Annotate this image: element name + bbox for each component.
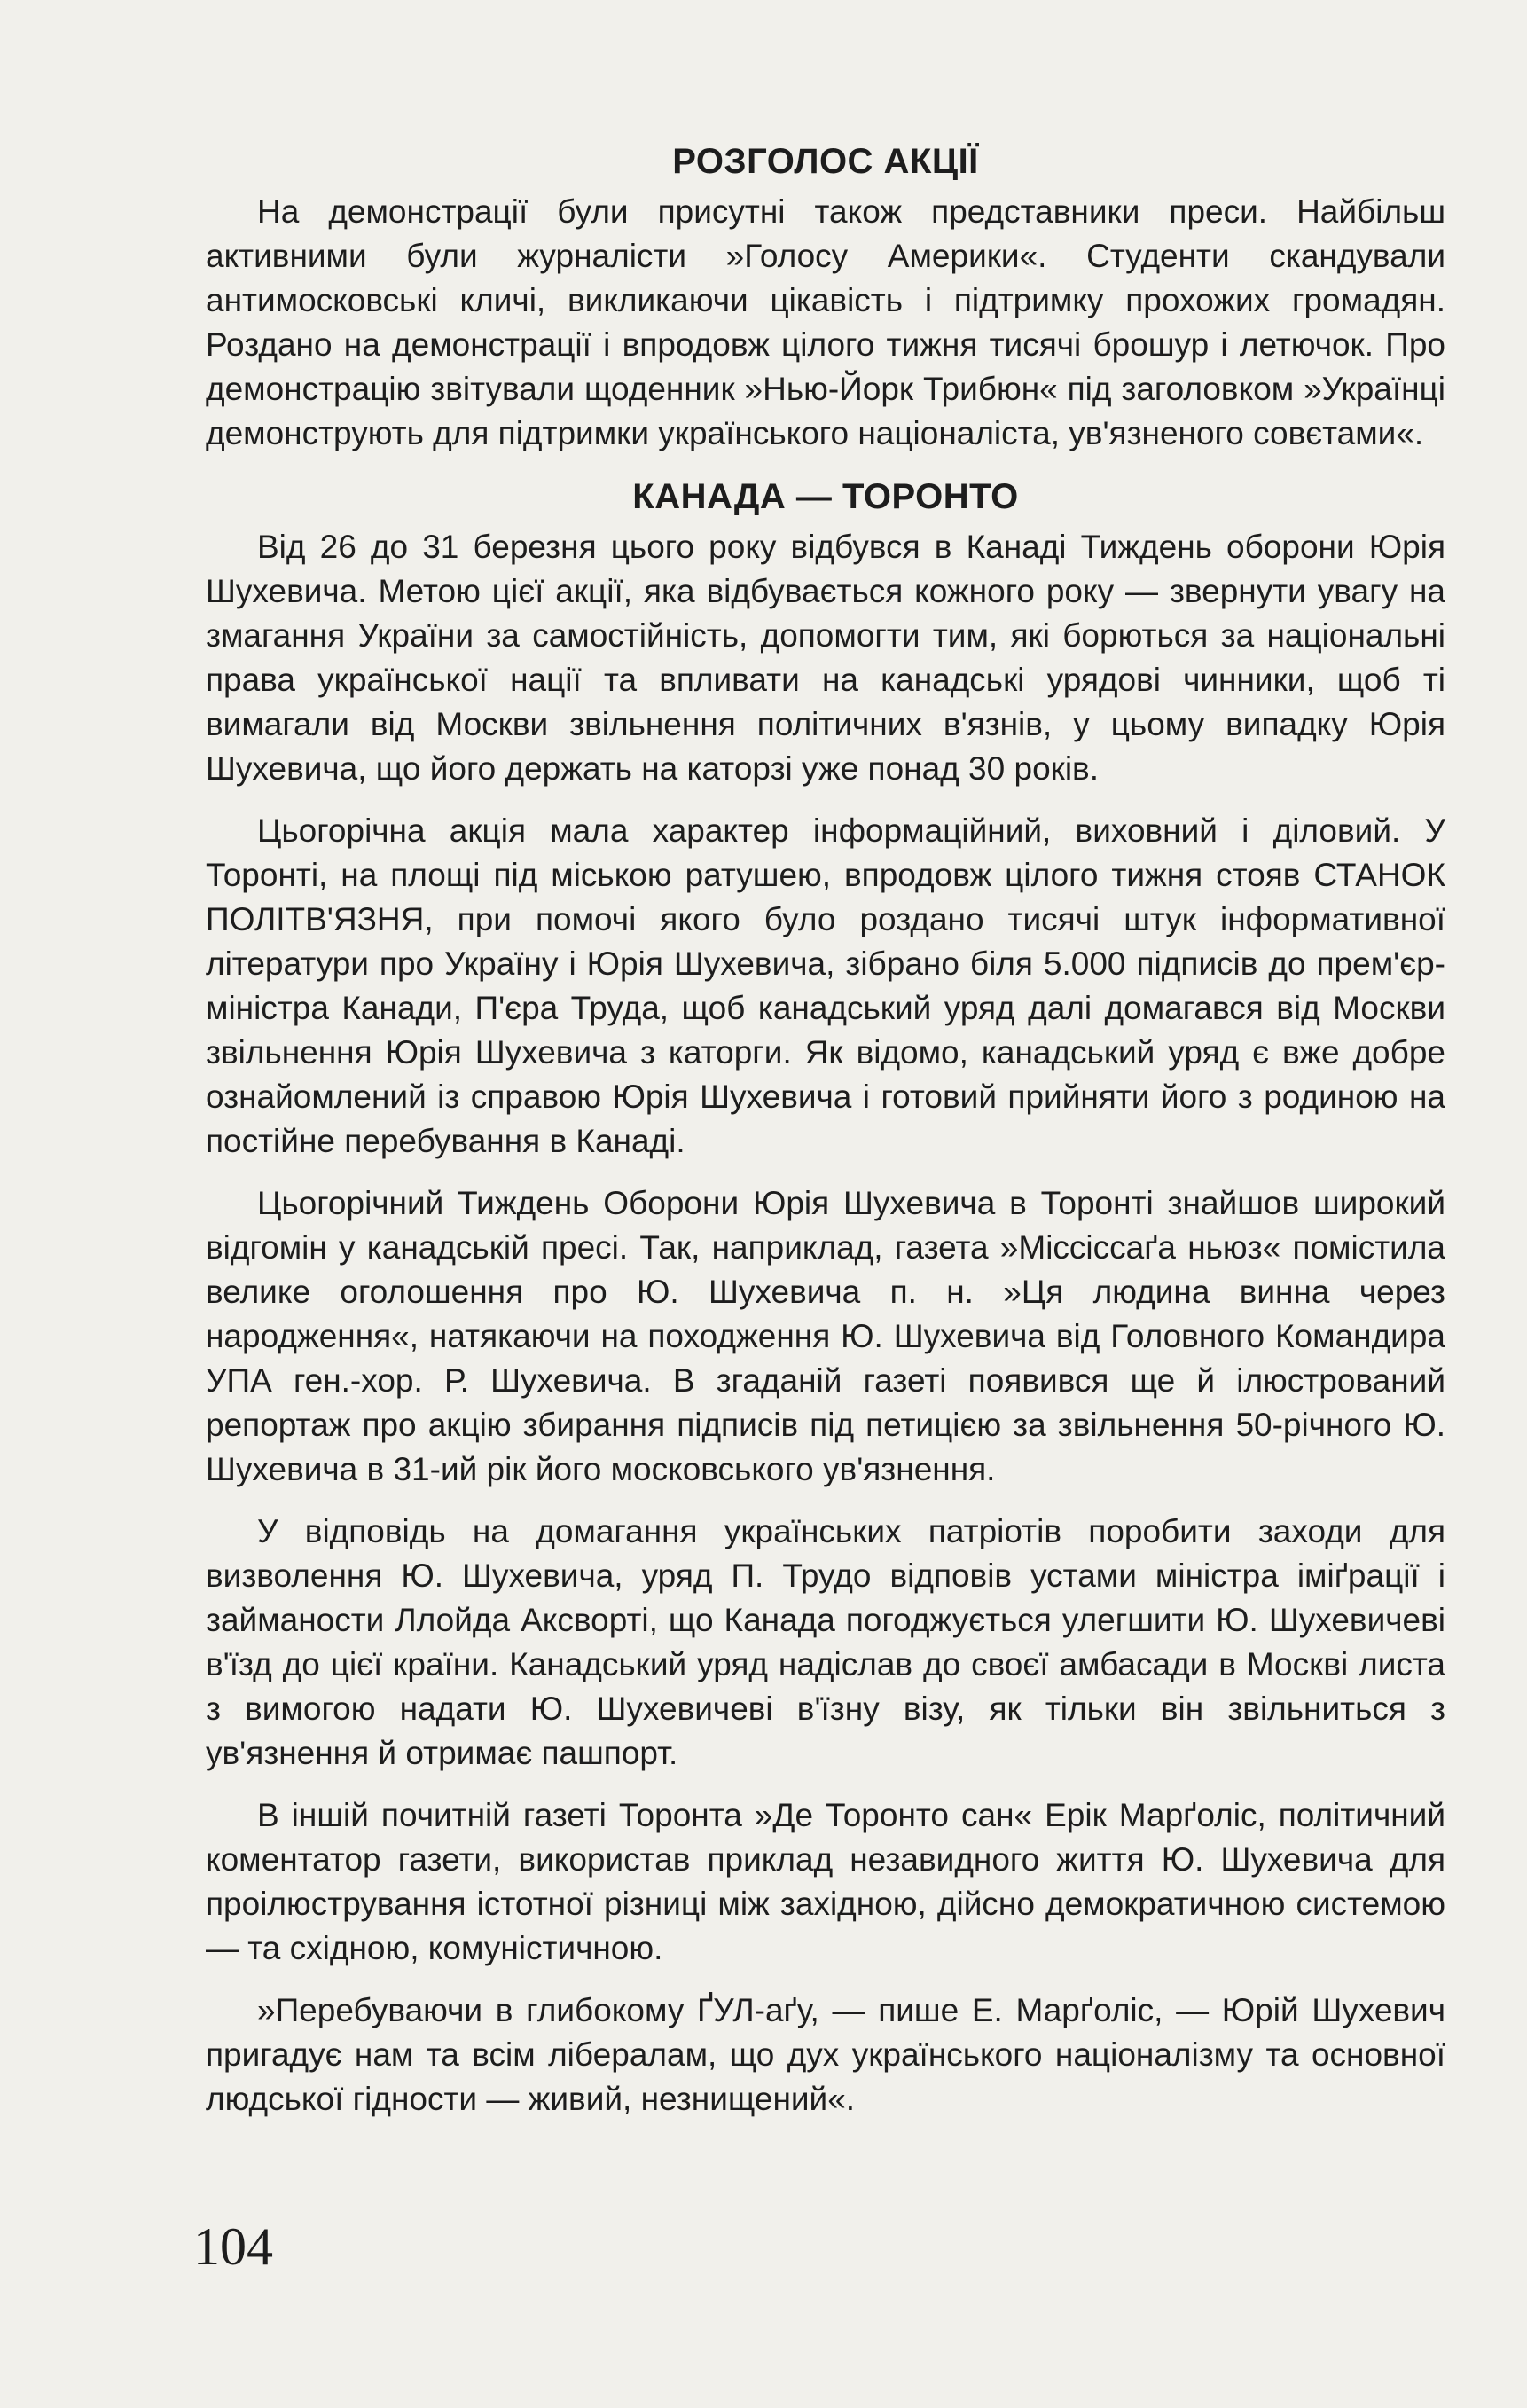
page-number: 104 [193,2217,273,2276]
paragraph-information-campaign: Цьогорічна акція мала характер інформаційний, виховний і діловий. У Торонті, на площі під міською ратушею, впродовж цілого тижня стояв СТАНОК ПОЛІТВ'ЯЗНЯ, при помочі якого було роздано тисячі штук інформативної літератури про Україну і Юрія Шухевича, зібрано біля 5.000 підписів до прем'єр-міністра Канади, П'єра Труда, щоб канадський уряд далі домагався від Москви звільнення Юрія Шухевича з каторги. Як відомо, канадський уряд є вже добре ознайомлений із справою Юрія Шухевича і готовий прийняти його з родиною на постійне перебування в Канаді. [206,812,1445,1159]
paragraph-margolis-quote: »Перебуваючи в глибокому ҐУЛ-аґу, — пише Е. Марґоліс, — Юрій Шухевич пригадує нам та всім лібералам, що дух українського націоналізму та основної людської гідности — живий, незнищений«. [206,1992,1445,2117]
paragraph-demonstration-press: На демонстрації були присутні також представники преси. Найбільш активними були журналісти »Голосу Америки«. Студенти скандували антимосковські кличі, викликаючи цікавість і підтримку прохожих громадян. Роздано на демонстрації і впродовж цілого тижня тисячі брошур і летючок. Про демонстрацію звітували щоденник »Нью-Йорк Трибюн« під заголовком »Українці демонструють для підтримки українського націоналіста, ув'язненого совєтами«. [206,193,1445,451]
section-heading-kanada-toronto: КАНАДА — ТОРОНТО [632,477,1019,516]
paragraph-government-reply: У відповідь на домагання українських патріотів поробити заходи для визволення Ю. Шухевича, уряд П. Трудо відповів устами міністра іміґрації і займаности Ллойда Аксворті, що Канада погоджується улегшити Ю. Шухевичеві в'їзд до цієї країни. Канадський уряд надіслав до своєї амбасади в Москві листа з вимогою надати Ю. Шухевичеві в'їзну візу, як тільки він звільниться з ув'язнення й отримає пашпорт. [206,1513,1445,1771]
section-heading-rozgolos: РОЗГОЛОС АКЦІЇ [672,142,979,181]
document-page [206,140,1445,2122]
paragraph-press-response: Цьогорічний Тиждень Оборони Юрія Шухевича в Торонті знайшов широкий відгомін у канадській пресі. Так, наприклад, газета »Міссіссаґа ньюз« помістила велике оголошення про Ю. Шухевича п. н. »Ця людина винна через народження«, натякаючи на походження Ю. Шухевича від Головного Командира УПА ген.-хор. Р. Шухевича. В згаданій газеті появився ще й ілюстрований репортаж про акцію збирання підписів під петицією за звільнення 50-річного Ю. Шухевича в 31-ий рік його московського ув'язнення. [206,1185,1445,1487]
paragraph-toronto-sun: В іншій почитній газеті Торонта »Де Торонто сан« Ерік Марґоліс, політичний коментатор газети, використав приклад незавидного життя Ю. Шухевича для проілюстрування істотної різниці між західною, дійсно демократичною системою — та східною, комуністичною. [206,1797,1445,1966]
paragraph-defense-week: Від 26 до 31 березня цього року відбувся в Канаді Тиждень оборони Юрія Шухевича. Метою цієї акції, яка відбувається кожного року — звернути увагу на змагання України за самостійність, допомогти тим, які борються за національні права української нації та впливати на канадські урядові чинники, щоб ті вимагали від Москви звільнення політичних в'язнів, у цьому випадку Юрія Шухевича, що його держать на каторзі уже понад 30 років. [206,529,1445,787]
